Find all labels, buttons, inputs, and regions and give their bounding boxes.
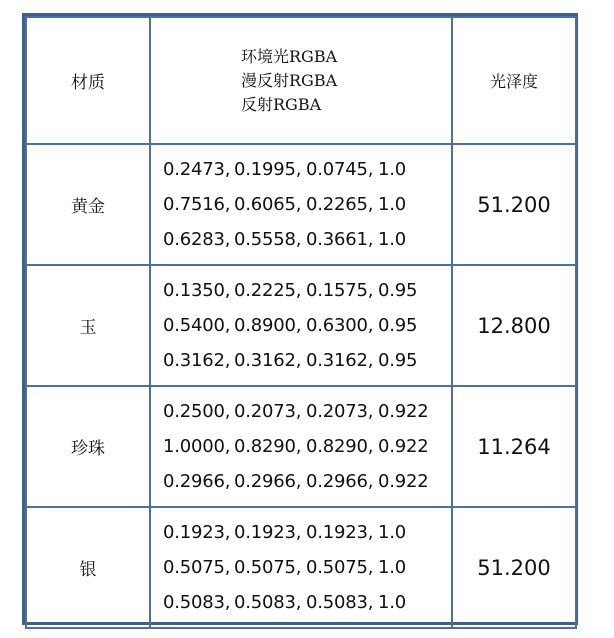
material-table [22,13,578,625]
value-cell: 0.2073, [306,401,374,422]
value-cell: 0.1350, [163,280,231,301]
table-row [26,265,576,386]
value-cell: 0.0745, [306,159,374,180]
diffuse-values [151,429,451,464]
value-cell: 1.0 [378,592,407,613]
value-cell: 0.5075, [234,557,302,578]
value-cell: 0.5083, [306,592,374,613]
specular-values [151,343,451,378]
shininess-value: 51.200 [452,507,576,628]
value-cell: 0.3162, [163,350,231,371]
header-specular-rgba: 反射RGBA [241,94,322,114]
rgba-values [150,144,452,265]
value-cell: 0.5083, [234,592,302,613]
specular-values [151,585,451,620]
value-cell: 0.2265, [306,194,374,215]
value-cell: 0.922 [378,401,429,422]
value-cell: 0.95 [378,350,418,371]
value-cell: 1.0 [378,229,407,250]
shininess-value: 51.200 [452,144,576,265]
ambient-values [151,273,451,308]
value-cell: 1.0 [378,557,407,578]
value-cell: 0.922 [378,436,429,457]
rgba-values [150,507,452,628]
header-material: 材质 [26,17,150,144]
value-cell: 0.1923, [306,522,374,543]
value-cell: 0.95 [378,315,418,336]
table-row [26,144,576,265]
header-rgba [150,17,452,144]
value-cell: 0.6283, [163,229,231,250]
material-name: 银 [26,507,150,628]
table-row [26,507,576,628]
value-cell: 0.5075, [163,557,231,578]
material-name: 黄金 [26,144,150,265]
value-cell: 0.3162, [306,350,374,371]
value-cell: 0.1923, [234,522,302,543]
material-name: 珍珠 [26,386,150,507]
value-cell: 0.95 [378,280,418,301]
table-header-row [26,17,576,144]
diffuse-values [151,187,451,222]
value-cell: 0.8290, [306,436,374,457]
value-cell: 0.922 [378,471,429,492]
shininess-value: 12.800 [452,265,576,386]
value-cell: 1.0000, [163,436,231,457]
ambient-values [151,152,451,187]
header-rgba-lines [151,45,451,117]
value-cell: 0.1923, [163,522,231,543]
header-ambient-rgba: 环境光RGBA [241,46,338,66]
value-cell: 0.6065, [234,194,302,215]
diffuse-values [151,308,451,343]
specular-values [151,464,451,499]
ambient-values [151,394,451,429]
value-cell: 0.3162, [234,350,302,371]
value-cell: 0.2966, [163,471,231,492]
value-cell: 0.5558, [234,229,302,250]
value-cell: 0.2500, [163,401,231,422]
value-cell: 1.0 [378,522,407,543]
material-table-grid [25,16,577,629]
value-cell: 0.7516, [163,194,231,215]
value-cell: 0.2966, [234,471,302,492]
value-cell: 0.2225, [234,280,302,301]
value-cell: 1.0 [378,194,407,215]
value-cell: 0.3661, [306,229,374,250]
value-cell: 0.8290, [234,436,302,457]
rgba-values [150,265,452,386]
value-cell: 0.2473, [163,159,231,180]
header-shininess: 光泽度 [452,17,576,144]
specular-values [151,222,451,257]
header-diffuse-rgba: 漫反射RGBA [241,70,338,90]
ambient-values [151,515,451,550]
value-cell: 0.6300, [306,315,374,336]
shininess-value: 11.264 [452,386,576,507]
value-cell: 0.2073, [234,401,302,422]
value-cell: 0.1995, [234,159,302,180]
value-cell: 0.8900, [234,315,302,336]
value-cell: 0.1575, [306,280,374,301]
value-cell: 0.2966, [306,471,374,492]
value-cell: 0.5075, [306,557,374,578]
value-cell: 0.5400, [163,315,231,336]
table-row [26,386,576,507]
diffuse-values [151,550,451,585]
value-cell: 1.0 [378,159,407,180]
material-name: 玉 [26,265,150,386]
value-cell: 0.5083, [163,592,231,613]
rgba-values [150,386,452,507]
